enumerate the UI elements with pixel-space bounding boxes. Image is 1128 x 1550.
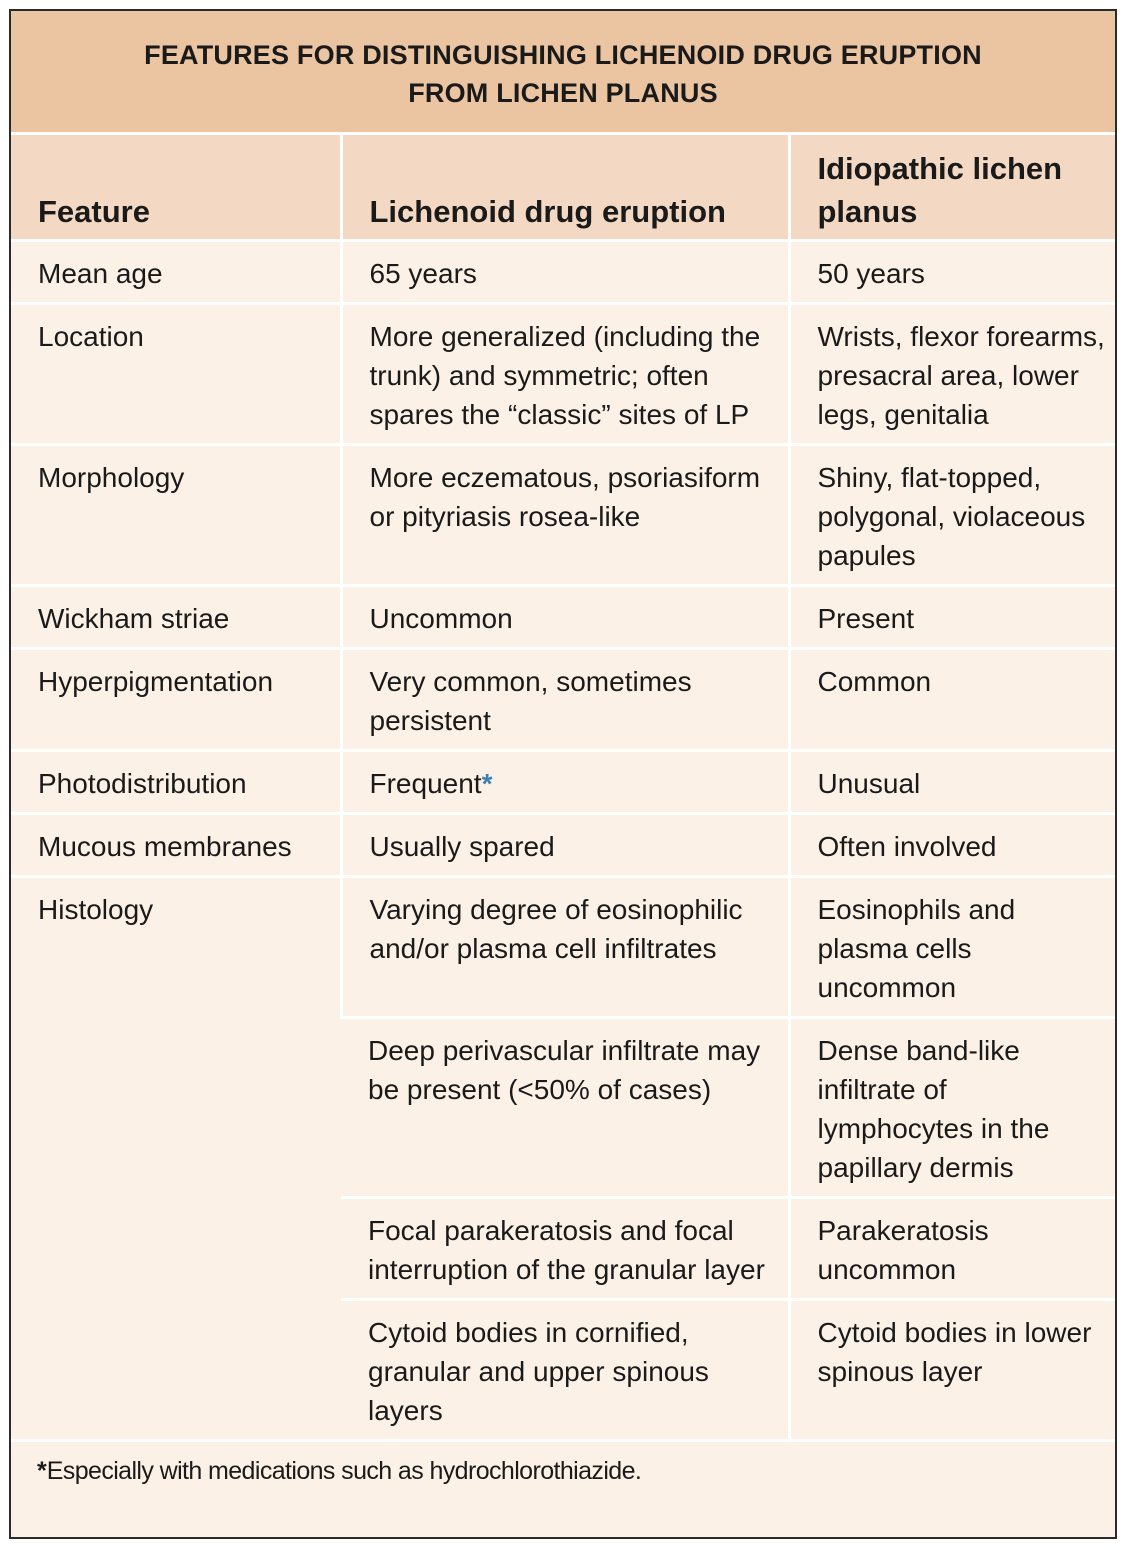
column-header-feature: Feature: [11, 135, 341, 241]
feature-cell: Mucous membranes: [11, 814, 341, 877]
idiopathic-lp-cell: Cytoid bodies in lower spinous layer: [789, 1300, 1115, 1440]
drug-eruption-text: Frequent: [369, 768, 482, 799]
table-row: [11, 586, 1115, 649]
table-row: [11, 445, 1115, 586]
table-title-line-2: FROM LICHEN PLANUS: [408, 77, 718, 108]
idiopathic-lp-cell: Often involved: [789, 814, 1115, 877]
table-title-line-1: FEATURES FOR DISTINGUISHING LICHENOID DRUG ERUPTION: [144, 39, 982, 70]
idiopathic-lp-cell: 50 years: [789, 241, 1115, 304]
feature-cell: Mean age: [11, 241, 341, 304]
table-row: [11, 304, 1115, 445]
idiopathic-lp-cell: Present: [789, 586, 1115, 649]
table-row: [11, 877, 1115, 1018]
drug-eruption-cell: More eczematous, psoriasiform or pityriasis rosea-like: [341, 445, 789, 586]
table-footnote: [11, 1439, 1115, 1497]
idiopathic-lp-cell: Dense band-like infiltrate of lymphocytes in the papillary dermis: [789, 1018, 1115, 1198]
idiopathic-lp-cell: Wrists, flexor forearms, presacral area, lower legs, genitalia: [789, 304, 1115, 445]
idiopathic-lp-cell: Common: [789, 649, 1115, 751]
drug-eruption-cell: Varying degree of eosinophilic and/or plasma cell infiltrates: [341, 877, 789, 1018]
drug-eruption-cell: Focal parakeratosis and focal interruption of the granular layer: [341, 1198, 789, 1300]
drug-eruption-cell: [341, 751, 789, 814]
table-row: [11, 649, 1115, 751]
drug-eruption-cell: 65 years: [341, 241, 789, 304]
feature-cell: Location: [11, 304, 341, 445]
table-row: [11, 751, 1115, 814]
header-row: [11, 135, 1115, 241]
drug-eruption-cell: Very common, sometimes persistent: [341, 649, 789, 751]
footnote-mark: *: [37, 1457, 47, 1485]
table-row: [11, 241, 1115, 304]
feature-cell: Morphology: [11, 445, 341, 586]
idiopathic-lp-cell: Parakeratosis uncommon: [789, 1198, 1115, 1300]
feature-table-figure: [9, 9, 1117, 1539]
idiopathic-lp-cell: Shiny, flat-topped, polygonal, violaceous papules: [789, 445, 1115, 586]
idiopathic-lp-cell: Unusual: [789, 751, 1115, 814]
footnote-asterisk: *: [481, 768, 493, 799]
table-row: [11, 814, 1115, 877]
feature-cell-histology: Histology: [11, 877, 341, 1440]
column-header-drug-eruption: Lichenoid drug eruption: [341, 135, 789, 241]
comparison-table: [11, 135, 1115, 1439]
drug-eruption-cell: Cytoid bodies in cornified, granular and upper spinous layers: [341, 1300, 789, 1440]
drug-eruption-cell: Deep perivascular infiltrate may be present (<50% of cases): [341, 1018, 789, 1198]
column-header-idiopathic-lp: Idiopathic lichen planus: [789, 135, 1115, 241]
feature-cell: Hyperpigmentation: [11, 649, 341, 751]
idiopathic-lp-cell: Eosinophils and plasma cells uncommon: [789, 877, 1115, 1018]
drug-eruption-cell: Usually spared: [341, 814, 789, 877]
drug-eruption-cell: More generalized (including the trunk) and symmetric; often spares the “classic” sites of LP: [341, 304, 789, 445]
footnote-text: Especially with medications such as hydrochlorothiazide.: [46, 1457, 642, 1485]
feature-cell: Photodistribution: [11, 751, 341, 814]
table-title: [11, 11, 1115, 135]
drug-eruption-cell: Uncommon: [341, 586, 789, 649]
feature-cell: Wickham striae: [11, 586, 341, 649]
